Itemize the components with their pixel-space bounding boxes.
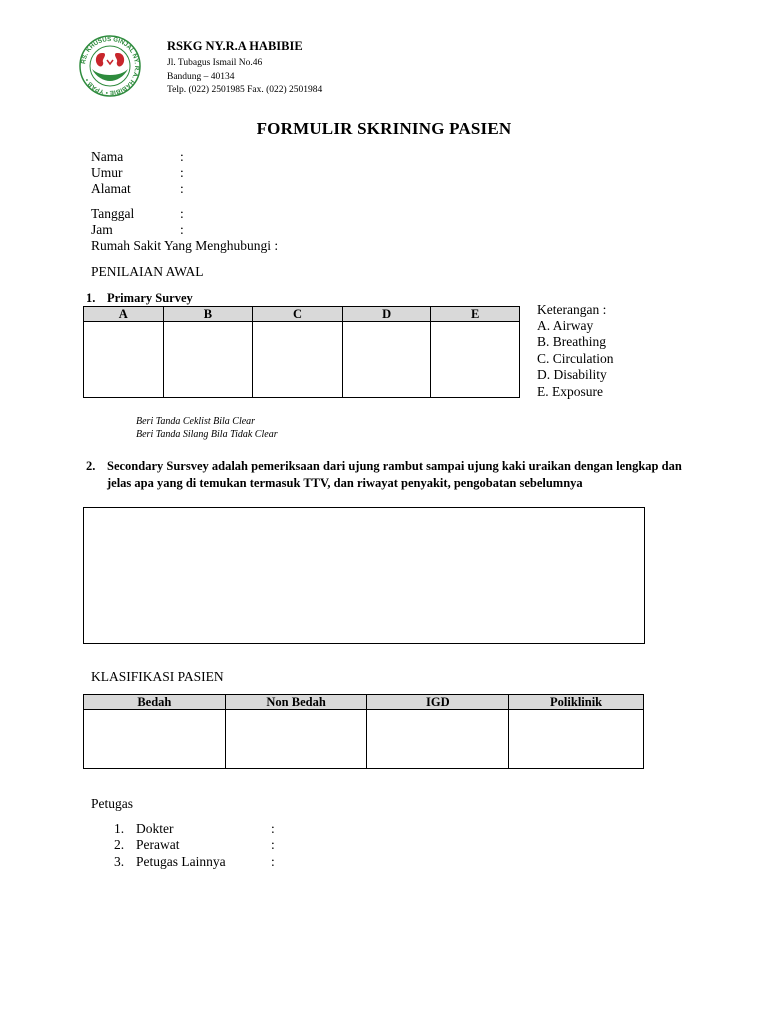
petugas-number: 2. <box>114 837 125 852</box>
section-heading-klasifikasi: KLASIFIKASI PASIEN <box>91 669 224 684</box>
field-label-tanggal: Tanggal <box>91 206 135 221</box>
klasifikasi-table <box>83 694 644 769</box>
column-header: A <box>84 307 164 322</box>
column-header: C <box>253 307 343 322</box>
primary-survey-number: 1. <box>86 291 96 305</box>
field-colon: : <box>180 165 184 180</box>
check-cell-c[interactable] <box>253 322 343 398</box>
check-cell-non-bedah[interactable] <box>225 710 367 769</box>
primary-survey-label: Primary Survey <box>107 291 193 305</box>
legend-item: E. Exposure <box>537 384 603 399</box>
field-colon: : <box>180 206 184 221</box>
legend-item: A. Airway <box>537 318 594 333</box>
field-colon: : <box>271 854 275 869</box>
field-colon: : <box>180 149 184 164</box>
column-header: E <box>431 307 520 322</box>
petugas-label-dokter: Dokter <box>136 821 174 836</box>
legend-item: B. Breathing <box>537 334 606 349</box>
petugas-heading: Petugas <box>91 796 133 811</box>
column-header: Non Bedah <box>225 695 367 710</box>
field-label-jam: Jam <box>91 222 113 237</box>
secondary-survey-text: Secondary Sursvey adalah pemeriksaan dari ujung rambut sampai ujung kaki uraikan dengan lengkap dan jelas apa yang di temukan termasuk TTV, dan riwayat penyakit, pengobatan sebelumnya <box>107 459 682 490</box>
column-header: Bedah <box>84 695 226 710</box>
field-label-alamat: Alamat <box>91 181 131 196</box>
field-label-umur: Umur <box>91 165 123 180</box>
form-title: FORMULIR SKRINING PASIEN <box>256 119 512 138</box>
org-name: RSKG NY.R.A HABIBIE <box>167 39 303 53</box>
field-colon: : <box>271 821 275 836</box>
petugas-label-perawat: Perawat <box>136 837 180 852</box>
field-colon: : <box>271 837 275 852</box>
field-label-rumah-sakit: Rumah Sakit Yang Menghubungi : <box>91 238 279 253</box>
check-cell-b[interactable] <box>163 322 253 398</box>
legend-title: Keterangan : <box>537 302 607 317</box>
field-colon: : <box>180 181 184 196</box>
section-heading-penilaian-awal: PENILAIAN AWAL <box>91 264 204 279</box>
secondary-survey-textbox[interactable] <box>83 507 645 644</box>
column-header: IGD <box>367 695 509 710</box>
petugas-number: 3. <box>114 854 125 869</box>
check-cell-bedah[interactable] <box>84 710 226 769</box>
legend-item: C. Circulation <box>537 351 614 366</box>
note-clear: Beri Tanda Ceklist Bila Clear <box>136 416 256 427</box>
hospital-logo <box>78 33 142 99</box>
secondary-survey-number: 2. <box>86 459 96 473</box>
address-line: Bandung – 40134 <box>167 72 235 82</box>
column-header: D <box>342 307 431 322</box>
check-cell-e[interactable] <box>431 322 520 398</box>
note-not-clear: Beri Tanda Silang Bila Tidak Clear <box>136 429 278 440</box>
field-label-nama: Nama <box>91 149 124 164</box>
field-colon: : <box>180 222 184 237</box>
check-cell-poliklinik[interactable] <box>509 710 644 769</box>
column-header: B <box>163 307 253 322</box>
address-line: Jl. Tubagus Ismail No.46 <box>167 58 263 68</box>
petugas-label-lainnya: Petugas Lainnya <box>136 854 226 869</box>
legend-item: D. Disability <box>537 367 607 382</box>
logo-ring-text: RS. KHUSUS GINJAL NY. R.A. HABIBIE • YPAB • <box>80 35 141 97</box>
check-cell-a[interactable] <box>84 322 164 398</box>
column-header: Poliklinik <box>509 695 644 710</box>
svg-text:RS. KHUSUS GINJAL NY. R.A. HAB <box>80 36 140 96</box>
check-cell-igd[interactable] <box>367 710 509 769</box>
secondary-survey-instruction <box>86 458 686 491</box>
contact-line: Telp. (022) 2501985 Fax. (022) 2501984 <box>167 85 323 95</box>
check-cell-d[interactable] <box>342 322 431 398</box>
primary-survey-table <box>83 306 520 398</box>
petugas-number: 1. <box>114 821 125 836</box>
